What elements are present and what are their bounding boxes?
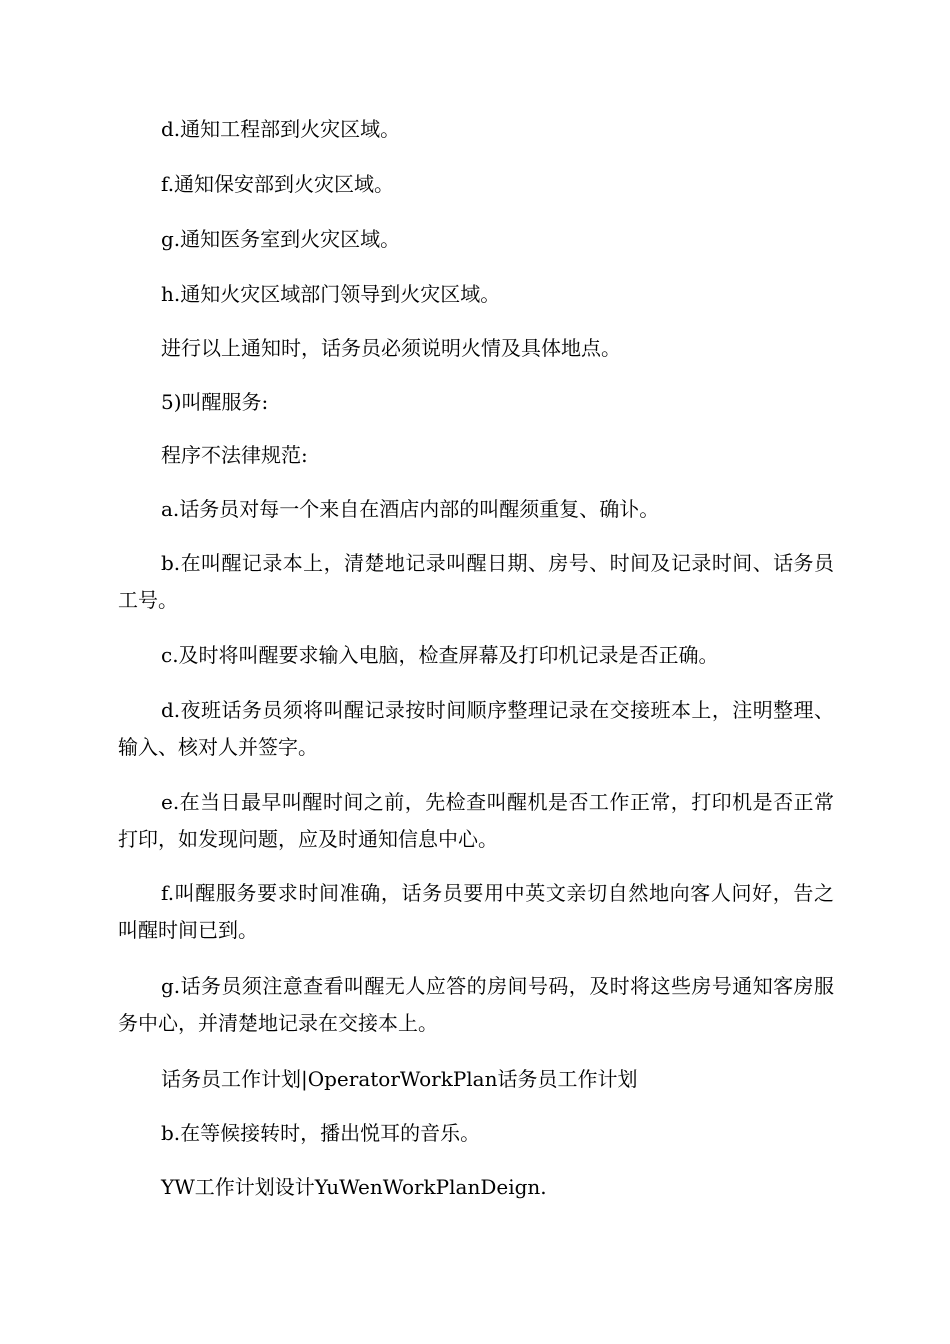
paragraph-wakeup-b: b.在叫醒记录本上，清楚地记录叫醒日期、房号、时间及记录时间、话务员工号。 [118, 551, 834, 612]
paragraph-wakeup-a: a.话务员对每一个来自在酒店内部的叫醒须重复、确讣。 [161, 497, 660, 521]
paragraph-work-plan-title: 话务员工作计划|OperatorWorkPlan话务员工作计划 [161, 1067, 638, 1091]
paragraph-notify-security: f.通知保安部到火灾区域。 [161, 172, 395, 196]
paragraph-wakeup-e: e.在当日最早叫醒时间之前，先检查叫醒机是否工作正常，打印机是否正常打印，如发现问题，应及时通知信息中心。 [118, 790, 834, 851]
paragraph-music-while-waiting: b.在等候接转时，播出悦耳的音乐。 [161, 1121, 481, 1145]
paragraph-wakeup-d: d.夜班话务员须将叫醒记录按时间顺序整理记录在交接班本上，注明整理、输入、核对人并签字。 [118, 698, 834, 759]
section-subheading-procedure: 程序不法律规范: [161, 443, 308, 467]
paragraph-wakeup-g: g.话务员须注意查看叫醒无人应答的房间号码，及时将这些房号通知客房服务中心，并清楚地记录在交接本上。 [118, 974, 834, 1035]
paragraph-footer-design: YW工作计划设计YuWenWorkPlanDeign. [161, 1175, 547, 1199]
paragraph-notification-instruction: 进行以上通知时，话务员必须说明火情及具体地点。 [161, 336, 621, 360]
paragraph-notify-department-leader: h.通知火灾区域部门领导到火灾区域。 [161, 282, 501, 306]
paragraph-notify-engineering: d.通知工程部到火灾区域。 [161, 117, 401, 141]
section-heading-wakeup-service: 5)叫醒服务: [161, 390, 269, 414]
paragraph-notify-medical: g.通知医务室到火灾区域。 [161, 227, 401, 251]
paragraph-wakeup-f: f.叫醒服务要求时间准确，话务员要用中英文亲切自然地向客人问好，告之叫醒时间已到。 [118, 881, 834, 942]
paragraph-wakeup-c: c.及时将叫醒要求输入电脑，检查屏幕及打印机记录是否正确。 [161, 643, 719, 667]
